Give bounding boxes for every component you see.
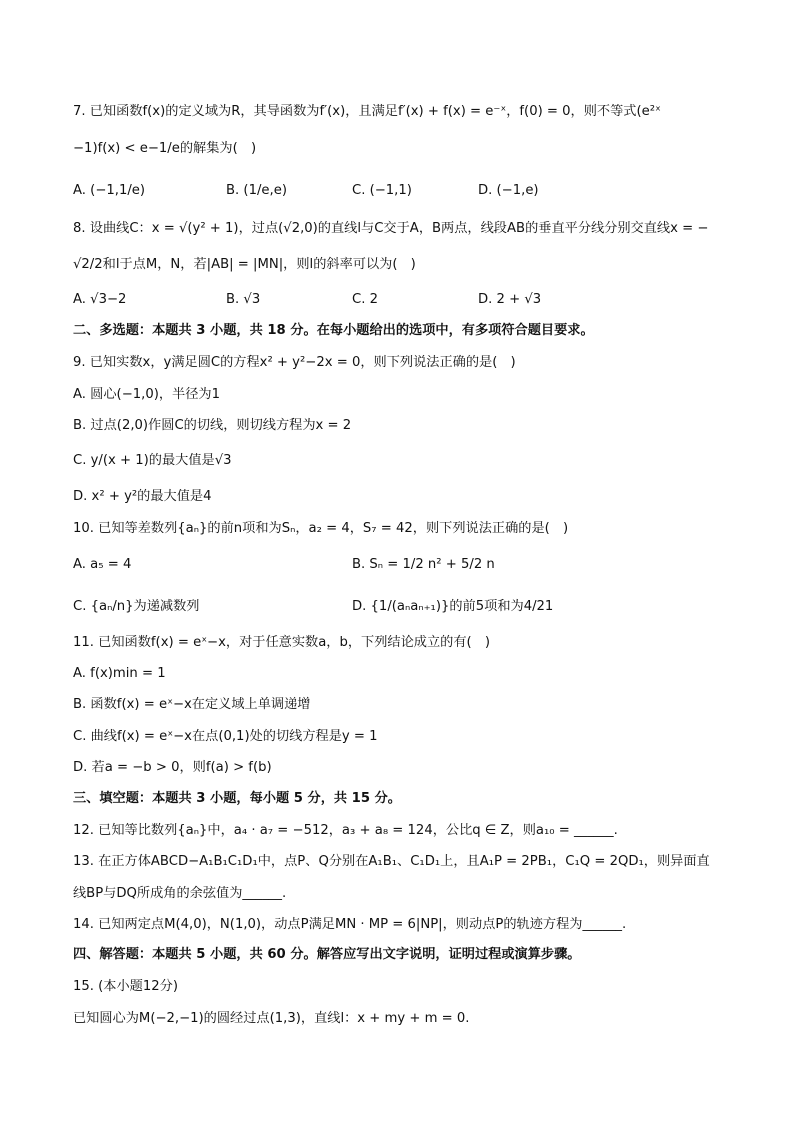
q7-option-a: A. (−1,1/e) <box>73 183 146 198</box>
q13-line2: 线BP与DQ所成角的余弦值为______. <box>73 886 287 901</box>
q9-option-b: B. 过点(2,0)作圆C的切线，则切线方程为x = 2 <box>73 418 352 433</box>
q7-option-c: C. (−1,1) <box>352 183 412 198</box>
q8-option-a: A. √3−2 <box>73 292 127 307</box>
section-multiple-choice-header: 二、多选题：本题共 3 小题，共 18 分。在每小题给出的选项中，有多项符合题目要求。 <box>73 323 594 338</box>
q7-line1: 7. 已知函数f(x)的定义域为R，其导函数为f′(x)，且满足f′(x) + f(x) = e⁻ˣ，f(0) = 0，则不等式(e²ˣ <box>73 104 661 119</box>
q7-option-b: B. (1/e,e) <box>226 183 287 198</box>
q7-option-d: D. (−1,e) <box>478 183 539 198</box>
q7-line2: −1)f(x) < e−1/e的解集为( ) <box>73 141 257 156</box>
q11-option-c: C. 曲线f(x) = eˣ−x在点(0,1)处的切线方程是y = 1 <box>73 729 378 744</box>
q8-option-c: C. 2 <box>352 292 378 307</box>
q8-line1: 8. 设曲线C：x = √(y² + 1)，过点(√2,0)的直线l与C交于A，B两点，线段AB的垂直平分线分别交直线x = − <box>73 221 709 236</box>
q9-option-d: D. x² + y²的最大值是4 <box>73 489 212 504</box>
q15-title: 15. (本小题12分) <box>73 979 178 994</box>
q15-stem: 已知圆心为M(−2,−1)的圆经过点(1,3)，直线l：x + my + m = 0. <box>73 1011 470 1026</box>
q11-option-d: D. 若a = −b > 0，则f(a) > f(b) <box>73 760 272 775</box>
q8-option-d: D. 2 + √3 <box>478 292 542 307</box>
q12-text: 12. 已知等比数列{aₙ}中，a₄ · a₇ = −512，a₃ + a₈ = 124，公比q ∈ Z，则a₁₀ = ______. <box>73 823 618 838</box>
q14-text: 14. 已知两定点M(4,0)，N(1,0)，动点P满足MN · MP = 6|NP|，则动点P的轨迹方程为______. <box>73 917 627 932</box>
q13-line1: 13. 在正方体ABCD−A₁B₁C₁D₁中，点P、Q分别在A₁B₁、C₁D₁上，且A₁P = 2PB₁，C₁Q = 2QD₁，则异面直 <box>73 854 710 869</box>
section-fill-in-header: 三、填空题：本题共 3 小题，每小题 5 分，共 15 分。 <box>73 791 401 806</box>
q10-option-a: A. a₅ = 4 <box>73 557 132 572</box>
q10-option-d: D. {1/(aₙaₙ₊₁)}的前5项和为4/21 <box>352 599 554 614</box>
q10-option-c: C. {aₙ/n}为递减数列 <box>73 599 200 614</box>
q9-option-a: A. 圆心(−1,0)，半径为1 <box>73 387 220 402</box>
q8-option-b: B. √3 <box>226 292 261 307</box>
q9-option-c: C. y/(x + 1)的最大值是√3 <box>73 453 232 468</box>
q10-stem: 10. 已知等差数列{aₙ}的前n项和为Sₙ，a₂ = 4，S₇ = 42，则下列说法正确的是( ) <box>73 521 569 536</box>
q11-option-b: B. 函数f(x) = eˣ−x在定义域上单调递增 <box>73 697 311 712</box>
q11-stem: 11. 已知函数f(x) = eˣ−x，对于任意实数a，b，下列结论成立的有( ) <box>73 635 491 650</box>
q11-option-a: A. f(x)min = 1 <box>73 666 166 681</box>
q10-option-b: B. Sₙ = 1/2 n² + 5/2 n <box>352 557 495 572</box>
section-answer-header: 四、解答题：本题共 5 小题，共 60 分。解答应写出文字说明，证明过程或演算步骤。 <box>73 947 581 962</box>
q8-line2: √2/2和l于点M，N，若|AB| = |MN|，则l的斜率可以为( ) <box>73 257 416 272</box>
q9-stem: 9. 已知实数x，y满足圆C的方程x² + y²−2x = 0，则下列说法正确的是( ) <box>73 355 516 370</box>
